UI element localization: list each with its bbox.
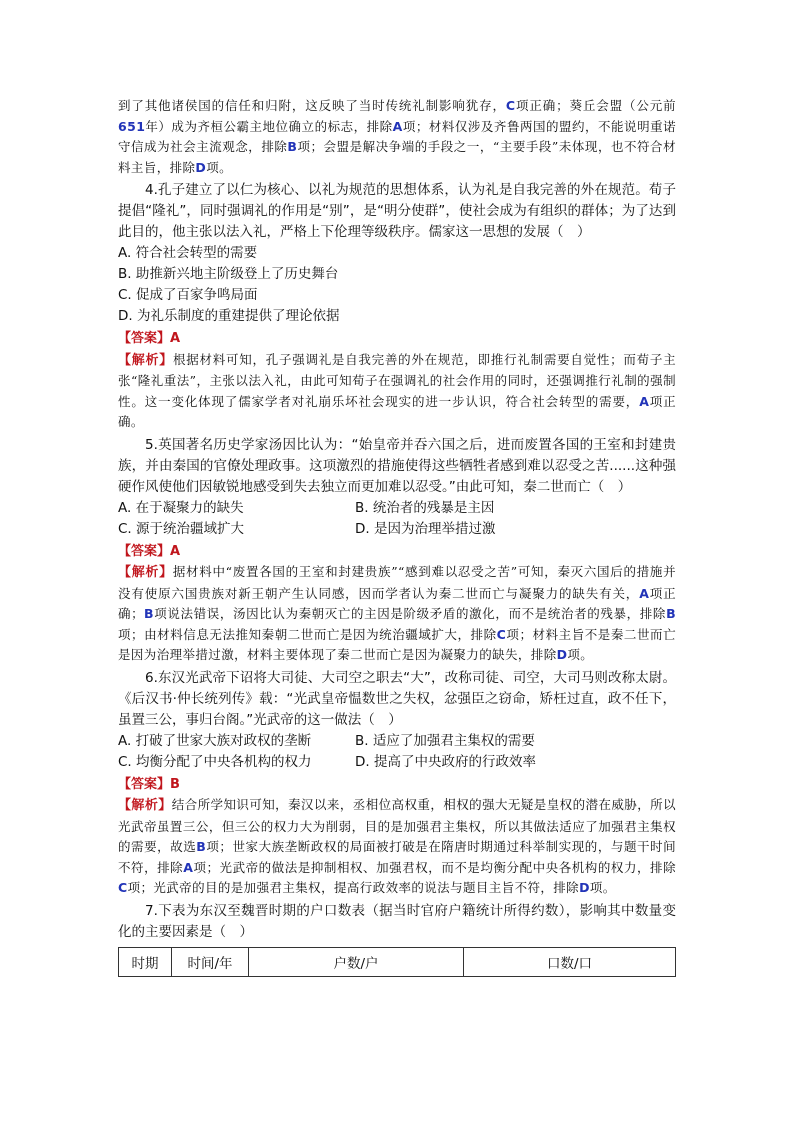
q4-answer: 【答案】A: [118, 331, 181, 346]
q6-option-d: D. 提高了中央政府的行政效率: [355, 753, 536, 770]
page-content: [118, 96, 676, 977]
table-header-cell: 口数/口: [464, 947, 676, 976]
analysis-label: 【解析】: [118, 565, 173, 580]
q5-option-c: C. 源于统治疆域扩大: [118, 520, 245, 537]
q6-option-c: C. 均衡分配了中央各机构的权力: [118, 753, 312, 770]
q5-options: [118, 498, 676, 540]
q5-option-d: D. 是因为治理举措过激: [355, 520, 496, 537]
q3-analysis-tail: 到了其他诸侯国的信任和归附，这反映了当时传统礼制影响犹存，C项正确；葵丘会盟（公元前651年）成为齐桓公霸主地位确立的标志，排除A项；材料仅涉及齐鲁两国的盟约，不能说明重诺守信成为社会主流观念，排除B项；会盟是解决争端的手段之一，“主要手段”未体现，也不符合材料主旨，排除D项。: [118, 98, 676, 175]
q4-analysis: 【解析】根据材料可知，孔子强调礼是自我完善的外在规范，即推行礼制需要自觉性；而荀子主张“隆礼重法”，主张以法入礼，由此可知荀子在强调礼的社会作用的同时，还强调推行礼制的强制性。这一变化体现了儒家学者对礼崩乐坏社会现实的进一步认识，符合社会转型的需要，A项正确。: [118, 351, 676, 429]
q4-option-b: B. 助推新兴地主阶级登上了历史舞台: [118, 266, 339, 282]
table-header-row: [119, 947, 676, 976]
q4-option-c: C. 促成了百家争鸣局面: [118, 287, 258, 303]
q5-option-a: A. 在于凝聚力的缺失: [118, 499, 244, 516]
q4-option-a: A. 符合社会转型的需要: [118, 245, 258, 261]
q6-option-a: A. 打破了世家大族对政权的垄断: [118, 732, 312, 749]
answer-label: 【答案】: [118, 776, 171, 792]
q4-option-d: D. 为礼乐制度的重建提供了理论依据: [118, 308, 340, 324]
q5-answer: 【答案】A: [118, 543, 181, 559]
q7-stem: 7.下表为东汉至魏晋时期的户口数表（据当时官府户籍统计所得约数），影响其中数量变化的主要因素是（ ）: [118, 902, 676, 940]
table-header-cell: 户数/户: [249, 947, 464, 976]
q4-stem: 4.孔子建立了以仁为核心、以礼为规范的思想体系，认为礼是自我完善的外在规范。荀子提倡“隆礼”，同时强调礼的作用是“别”，是“明分使群”，使社会成为有组织的群体；为了达到此目的，他主张以法入礼，严格上下伦理等级秩序。儒家这一思想的发展（ ）: [118, 182, 676, 240]
answer-label: 【答案】: [118, 543, 171, 559]
q6-option-b: B. 适应了加强君主集权的需要: [355, 732, 535, 749]
q6-answer: 【答案】B: [118, 776, 180, 792]
household-table: [118, 947, 676, 977]
q5-stem: 5.英国著名历史学家汤因比认为：“始皇帝并吞六国之后，进而废置各国的王室和封建贵族，并由秦国的官僚处理政事。这项激烈的措施使得这些牺牲者感到难以忍受之苦......这种强硬作风使他们因敏锐地感受到失去独立而更加难以忍受。”由此可知，秦二世而亡（ ）: [118, 436, 676, 495]
analysis-label: 【解析】: [118, 798, 172, 813]
q6-options: [118, 731, 676, 773]
table-header-cell: 时间/年: [172, 947, 249, 976]
q5-analysis: 【解析】据材料中“废置各国的王室和封建贵族”“感到难以忍受之苦”可知，秦灭六国后的措施并没有使原六国贵族对新王朝产生认同感，因而学者认为秦二世而亡与凝聚力的缺失有关，A项正确；B项说法错误，汤因比认为秦朝灭亡的主因是阶级矛盾的激化，而不是统治者的残暴，排除B项；由材料信息无法推知秦朝二世而亡是因为统治疆域扩大，排除C项；材料主旨不是秦二世而亡是因为治理举措过激，材料主要体现了秦二世而亡是因为凝聚力的缺失，排除D项。: [118, 564, 676, 662]
q5-option-b: B. 统治者的残暴是主因: [355, 499, 495, 516]
q6-stem: 6.东汉光武帝下诏将大司徒、大司空之职去“大”，改称司徒、司空，大司马则改称太尉。《后汉书·仲长统列传》载：“光武皇帝愠数世之失权，忿强臣之窃命，矫枉过直，政不任下，虽置三公，事归台阁。”光武帝的这一做法（ ）: [118, 669, 676, 728]
answer-label: 【答案】: [118, 331, 171, 346]
q6-analysis: 【解析】结合所学知识可知，秦汉以来，丞相位高权重，相权的强大无疑是皇权的潜在威胁，所以光武帝虽置三公，但三公的权力大为削弱，目的是加强君主集权，所以其做法适应了加强君主集权的需要，故选B项；世家大族垄断政权的局面被打破是在隋唐时期通过科举制实现的，与题干时间不符，排除A项；光武帝的做法是抑制相权、加强君权，而不是均衡分配中央各机构的权力，排除C项；光武帝的目的是加强君主集权，提高行政效率的说法与题目主旨不符，排除D项。: [118, 797, 676, 895]
table-header-cell: 时期: [119, 947, 172, 976]
analysis-label: 【解析】: [118, 352, 173, 368]
